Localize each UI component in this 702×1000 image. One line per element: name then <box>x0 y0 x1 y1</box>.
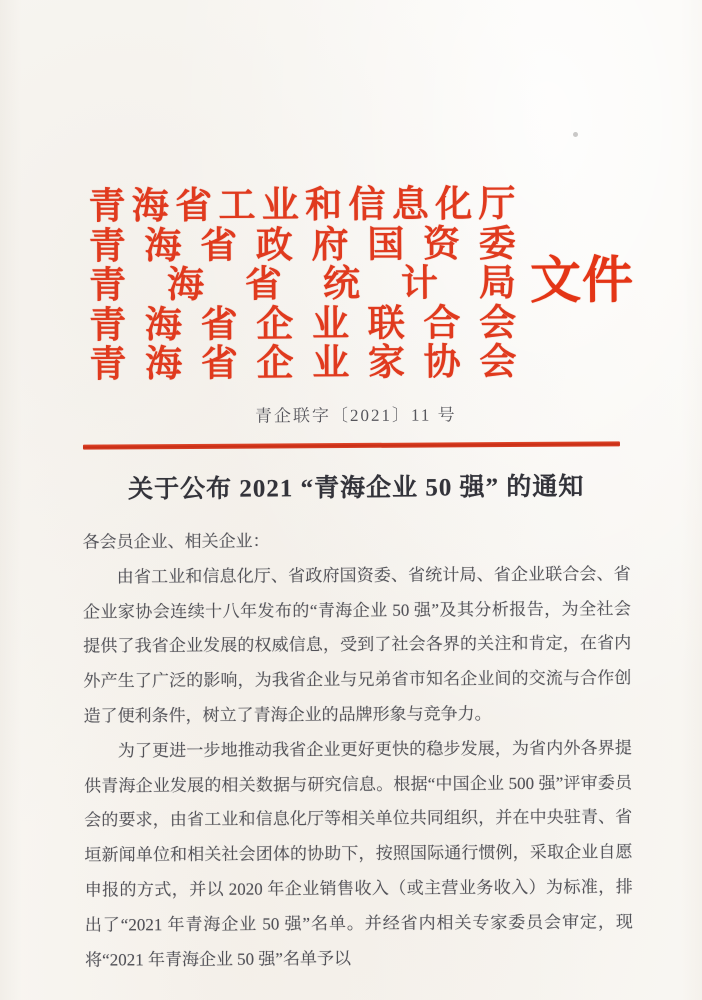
agency-character: 化 <box>435 184 473 226</box>
letterhead-agency-line <box>89 264 516 306</box>
letterhead-agency-line <box>88 185 515 227</box>
agency-character: 工 <box>218 185 256 227</box>
letterhead-agencies <box>88 185 516 386</box>
agency-character: 青 <box>89 305 127 347</box>
agency-character: 联 <box>367 303 405 345</box>
agency-character: 业 <box>311 303 350 346</box>
agency-character: 委 <box>478 223 516 265</box>
agency-character: 业 <box>312 343 350 385</box>
document-title: 关于公布 2021 “青海企业 50 强” 的通知 <box>128 473 585 504</box>
agency-character: 青 <box>88 265 127 307</box>
agency-character: 省 <box>200 344 239 386</box>
agency-character: 海 <box>144 225 182 267</box>
agency-character: 业 <box>261 185 299 227</box>
agency-character: 省 <box>200 304 238 346</box>
body-paragraph: 由省工业和信息化厅、省政府国资委、省统计局、省企业联合会、省企业家协会连续十八年发布的“青海企业 50 强”及其分析报告，为全社会提供了我省企业发展的权威信息，受到了社会各界的关注和肯定，在省内外产生了广泛的影响，为我省企业与兄弟省市知名企业间的交流与合作创造了便利条件，树立了青海企业的品牌形象与竞争力。 <box>82 564 632 726</box>
letterhead-agency-line <box>89 225 516 267</box>
agency-character: 统 <box>322 264 361 306</box>
agency-character: 青 <box>89 344 127 386</box>
letterhead-agency-line <box>89 304 516 346</box>
agency-character: 青 <box>88 186 126 228</box>
agency-character: 会 <box>479 302 517 344</box>
agency-character: 海 <box>166 265 205 307</box>
body-paragraph: 为了更进一步地推动我省企业更好更快的稳步发展，为省内外各界提供青海企业发展的相关数据与研究信息。根据“中国企业 500 强”评审委员会的要求，由省工业和信息化厅等相关单位共同组织，并在中央驻青、省垣新闻单位和相关社会团体的协助下，按照国际通行惯例，采取企业自愿申报的方式，并以 2020 年企业销售收入（或主营业务收入）为标准，排出了“2021 年青海企业 50 强”名单。并经省内相关专家委员会审定，现将“2021 年青海企业 50 强”名单予以 <box>83 738 633 970</box>
doc-type-label: 文件 <box>529 253 635 310</box>
agency-character: 厅 <box>478 183 516 226</box>
doc-number: 青企联字〔2021〕11 号 <box>254 405 457 426</box>
agency-character: 企 <box>256 343 294 385</box>
agency-character: 信 <box>348 184 386 227</box>
agency-character: 企 <box>256 304 294 346</box>
agency-character: 协 <box>423 342 461 384</box>
agency-character: 国 <box>367 224 405 266</box>
agency-character: 省 <box>175 185 213 228</box>
salutation: 各会员企业、相关企业： <box>82 531 270 552</box>
agency-character: 海 <box>144 304 183 347</box>
agency-character: 和 <box>305 185 343 227</box>
agency-character: 府 <box>311 224 349 266</box>
agency-character: 青 <box>88 225 126 268</box>
agency-character: 局 <box>478 263 517 305</box>
agency-character: 息 <box>391 184 429 226</box>
agency-character: 家 <box>367 343 406 385</box>
agency-character: 合 <box>423 303 461 345</box>
agency-character: 海 <box>145 344 183 386</box>
agency-character: 会 <box>479 342 517 384</box>
agency-character: 资 <box>422 223 461 266</box>
agency-character: 省 <box>200 225 238 267</box>
red-divider-line <box>83 441 620 449</box>
agency-character: 政 <box>255 224 293 267</box>
document-body <box>82 522 633 978</box>
letterhead-agency-line <box>89 343 516 385</box>
agency-character: 海 <box>131 186 169 228</box>
agency-character: 省 <box>244 264 283 306</box>
agency-character: 计 <box>400 263 439 305</box>
